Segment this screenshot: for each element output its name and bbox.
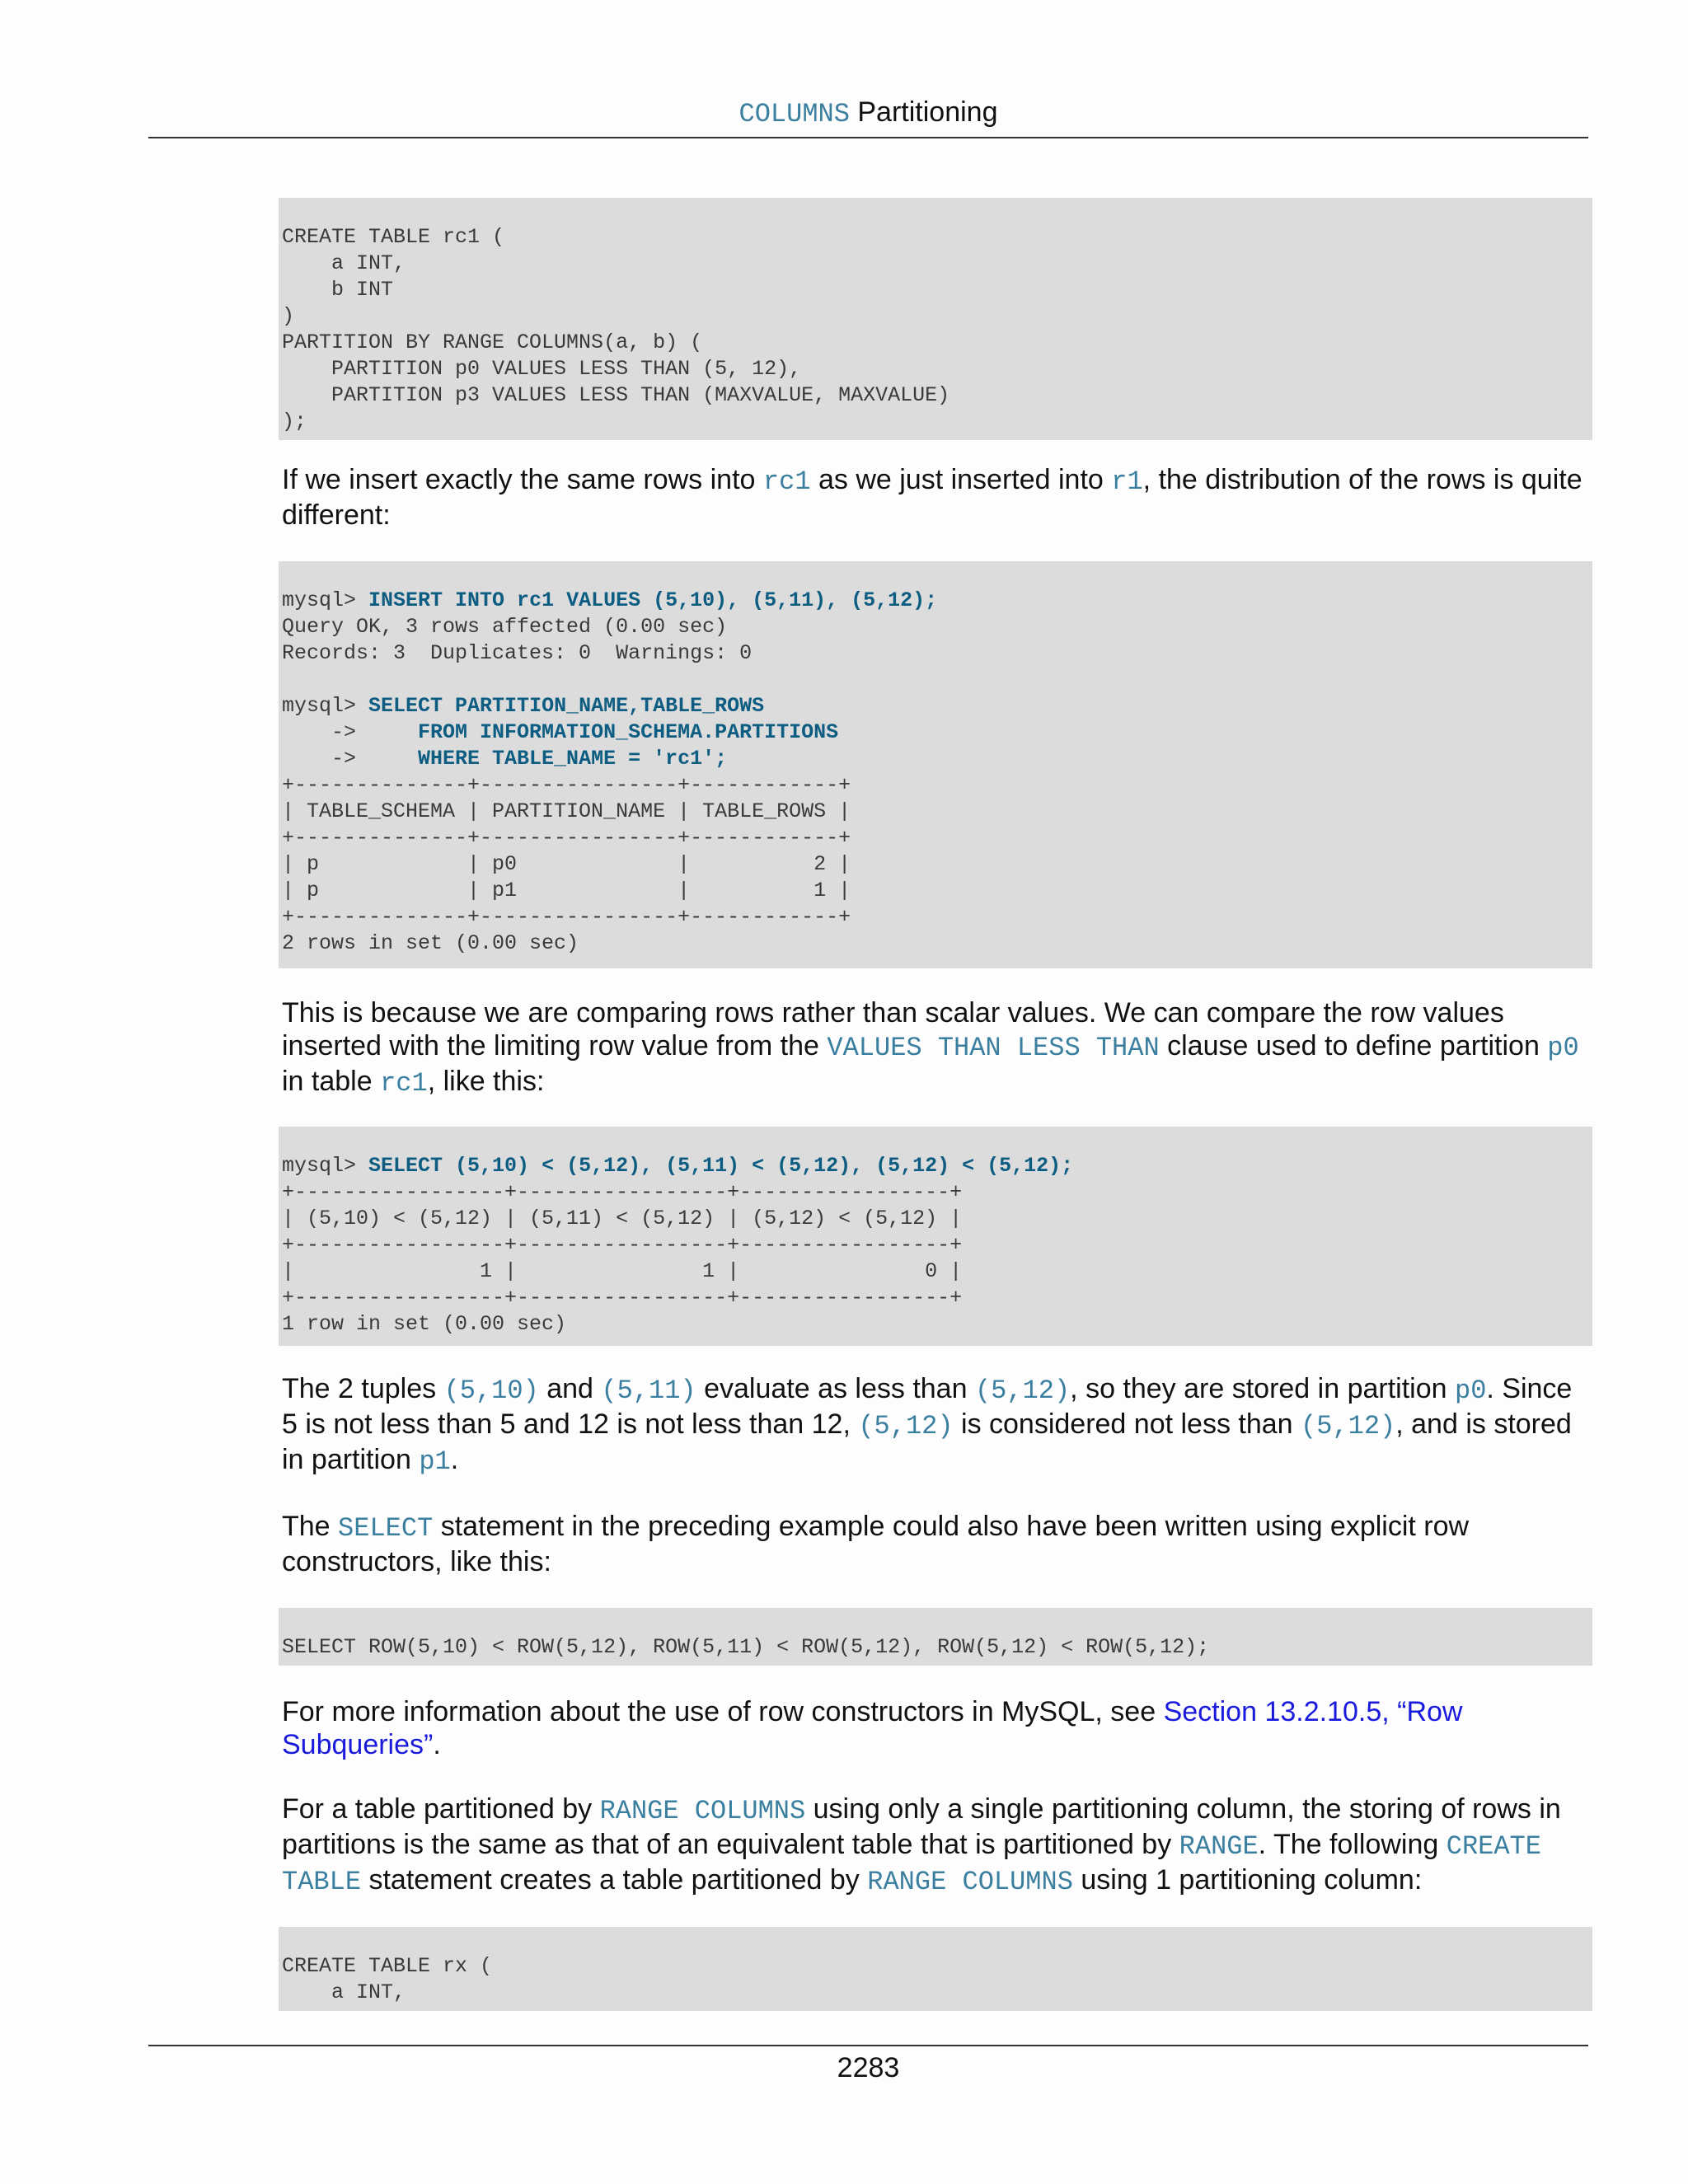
code-term: (5,10) bbox=[443, 1376, 539, 1406]
header-title: Partitioning bbox=[857, 96, 998, 128]
paragraph-tuples bbox=[279, 1372, 1592, 1479]
code-term-rc1: rc1 bbox=[380, 1068, 428, 1099]
paragraph-select-statement bbox=[279, 1510, 1592, 1578]
prompt: mysql> bbox=[282, 694, 369, 718]
text-run: using 1 partitioning column: bbox=[1072, 1864, 1423, 1896]
header-code-term: COLUMNS bbox=[738, 99, 850, 129]
text-run: . bbox=[450, 1444, 459, 1475]
text-run: For more information about the use of row constructors in MySQL, see bbox=[282, 1696, 1164, 1727]
text-run: evaluate as less than bbox=[696, 1373, 975, 1404]
text-run: , like this: bbox=[427, 1066, 545, 1097]
command: SELECT PARTITION_NAME,TABLE_ROWS bbox=[368, 694, 765, 718]
code-term-range: RANGE bbox=[1179, 1831, 1259, 1862]
code-term: (5,12) bbox=[1301, 1411, 1396, 1441]
code-term: (5,12) bbox=[858, 1411, 954, 1441]
prompt: -> bbox=[282, 747, 419, 771]
command: FROM INFORMATION_SCHEMA.PARTITIONS bbox=[418, 720, 839, 744]
code-term: (5,11) bbox=[601, 1376, 696, 1406]
code-block-create-rx: CREATE TABLE rx ( a INT, bbox=[279, 1927, 1592, 2011]
output-table: +--------------+----------------+------------+ | TABLE_SCHEMA | PARTITION_NAME | TABLE_ROWS | +--------------+----------------+------------+ | p | p0 | 2 | | p | p1 | 1 | +--------------+----------------+------------+ 2 rows in set (0.00 sec) bbox=[282, 773, 851, 955]
code-term: (5,12) bbox=[974, 1376, 1071, 1406]
text-run: The bbox=[282, 1511, 339, 1542]
text-run: , the distribution of the rows is quite different: bbox=[282, 464, 1582, 531]
text-run: . The following bbox=[1258, 1829, 1447, 1860]
footer-rule bbox=[148, 2045, 1588, 2046]
main-content bbox=[279, 198, 1592, 2011]
code-block-create-rc1: CREATE TABLE rc1 ( a INT, b INT ) PARTITION BY RANGE COLUMNS(a, b) ( PARTITION p0 VALUES LESS THAN (5, 12), PARTITION p3 VALUES LESS THAN (MAXVALUE, MAXVALUE) ); bbox=[279, 198, 1592, 440]
text-run: using only a single partitioning column, the storing of rows in partitions is the same as that of an equivalent table that is partitioned by bbox=[282, 1793, 1561, 1860]
code-term-select: SELECT bbox=[338, 1513, 434, 1544]
text-run: statement in the preceding example could also have been written using explicit row constructors, like this: bbox=[282, 1511, 1470, 1577]
code-term-create-table: CREATE TABLE bbox=[282, 1831, 1541, 1897]
code-term: p0 bbox=[1454, 1376, 1487, 1406]
text-run: is considered not less than bbox=[953, 1408, 1301, 1440]
code-term-range-columns: RANGE COLUMNS bbox=[867, 1867, 1073, 1897]
code-term-values-than-less-than: VALUES THAN LESS THAN bbox=[827, 1033, 1160, 1063]
paragraph-insert-rows bbox=[279, 463, 1592, 532]
command: INSERT INTO rc1 VALUES (5,10), (5,11), (5,12); bbox=[368, 588, 938, 612]
paragraph-single-column bbox=[279, 1793, 1592, 1899]
output-table: +-----------------+-----------------+-----------------+ | (5,10) < (5,12) | (5,11) < (5,12) | (5,12) < (5,12) | +-----------------+-----------------+-----------------+ | 1 | 1 | 0 | +-----------------+-----------------+-----------------+ 1 row in set (0.00 sec) bbox=[282, 1180, 963, 1336]
text-run: , so they are stored in partition bbox=[1070, 1373, 1455, 1404]
output: Query OK, 3 rows affected (0.00 sec) Records: 3 Duplicates: 0 Warnings: 0 bbox=[282, 615, 753, 665]
code-term-p0: p0 bbox=[1547, 1033, 1579, 1063]
command: SELECT (5,10) < (5,12), (5,11) < (5,12), (5,12) < (5,12); bbox=[368, 1154, 1074, 1178]
code-term-range-columns: RANGE COLUMNS bbox=[599, 1796, 806, 1826]
prompt: -> bbox=[282, 720, 419, 744]
text-run: and bbox=[538, 1373, 602, 1404]
link-row-subqueries[interactable]: Section 13.2.10.5, “Row Subqueries” bbox=[282, 1696, 1463, 1760]
code-term-rc1: rc1 bbox=[762, 466, 811, 497]
text-run: The 2 tuples bbox=[282, 1373, 444, 1404]
code-block-insert-select bbox=[279, 561, 1592, 968]
text-run: , and is stored in partition bbox=[282, 1408, 1572, 1475]
text-run: in table bbox=[282, 1066, 381, 1097]
code-block-row-constructors: SELECT ROW(5,10) < ROW(5,12), ROW(5,11) < ROW(5,12), ROW(5,12) < ROW(5,12); bbox=[279, 1608, 1592, 1666]
text-run: . Since 5 is not less than 5 and 12 is not less than 12, bbox=[282, 1373, 1573, 1440]
code-term-r1: r1 bbox=[1111, 466, 1143, 497]
paragraph-comparing-rows bbox=[279, 996, 1592, 1100]
text-run: For a table partitioned by bbox=[282, 1793, 600, 1825]
command: WHERE TABLE_NAME = 'rc1'; bbox=[418, 747, 728, 771]
text-run: If we insert exactly the same rows into bbox=[282, 464, 763, 495]
text-run: statement creates a table partitioned by bbox=[361, 1864, 868, 1896]
code-block-row-compare bbox=[279, 1127, 1592, 1346]
text-run: This is because we are comparing rows rather than scalar values. We can compare the row values inserted with the limiting row value from the bbox=[282, 997, 1504, 1062]
text-run: as we just inserted into bbox=[810, 464, 1112, 495]
text-run: clause used to define partition bbox=[1159, 1030, 1548, 1062]
code-term: p1 bbox=[419, 1446, 451, 1477]
page-number: 2283 bbox=[837, 2052, 900, 2083]
text-run: . bbox=[433, 1729, 441, 1760]
prompt: mysql> bbox=[282, 588, 369, 612]
header-rule bbox=[148, 137, 1588, 138]
paragraph-more-info bbox=[279, 1695, 1592, 1761]
page-header bbox=[148, 92, 1588, 134]
prompt: mysql> bbox=[282, 1154, 369, 1178]
